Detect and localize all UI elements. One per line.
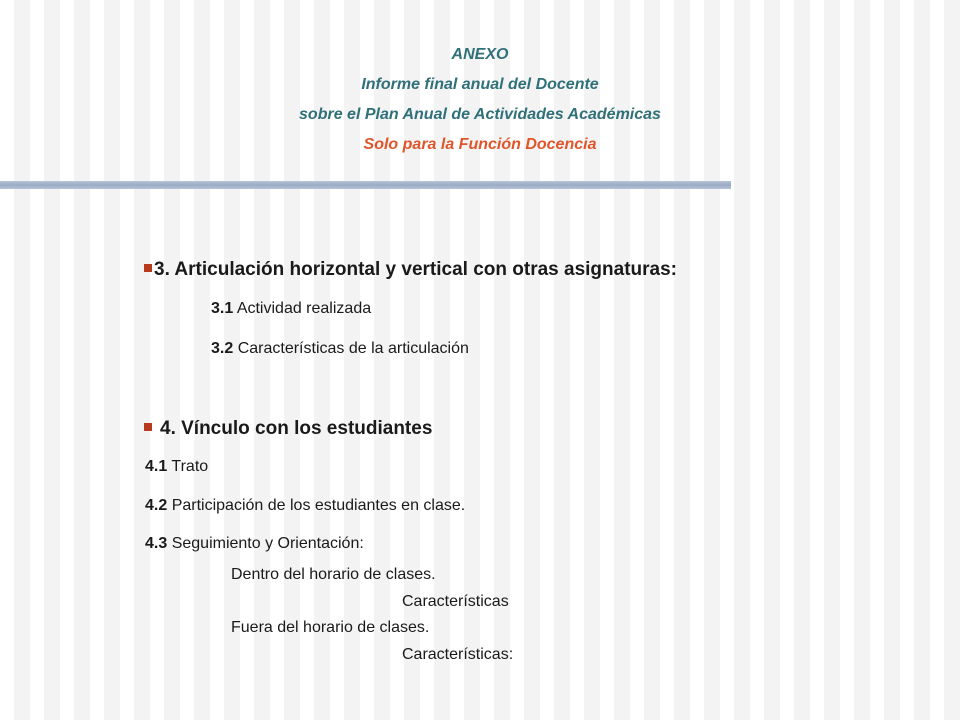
item-text: Características de la articulación — [233, 340, 469, 357]
header-function-note: Solo para la Función Docencia — [363, 136, 597, 153]
section-4-title: 4. Vínculo con los estudiantes — [160, 418, 433, 439]
item-number: 4.3 — [145, 535, 168, 552]
item-number: 4.1 — [145, 458, 168, 475]
item-number: 4.2 — [145, 497, 168, 514]
header-plan-subtitle: sobre el Plan Anual de Actividades Académicas — [299, 106, 661, 123]
item-text: Actividad realizada — [233, 300, 372, 317]
section-3-item-1 — [211, 300, 371, 318]
section-4-item-1 — [145, 458, 208, 476]
item-number: 3.2 — [211, 340, 234, 357]
section-3-title: 3. Articulación horizontal y vertical con otras asignaturas: — [154, 259, 677, 280]
outside-class-hours: Fuera del horario de clases. — [231, 619, 430, 636]
section-3-item-2 — [211, 340, 469, 358]
document-header — [0, 40, 960, 160]
header-annex: ANEXO — [451, 46, 509, 63]
outside-characteristics: Características: — [402, 646, 514, 663]
item-text: Participación de los estudiantes en clase. — [167, 497, 466, 514]
section-4-item-3 — [145, 535, 364, 553]
inside-class-hours: Dentro del horario de clases. — [231, 566, 436, 583]
square-bullet-icon — [144, 423, 152, 431]
section-3-heading — [144, 259, 677, 281]
square-bullet-icon — [144, 264, 152, 272]
header-divider — [0, 181, 731, 189]
inside-characteristics: Características — [402, 593, 509, 610]
header-report-title: Informe final anual del Docente — [361, 76, 599, 93]
item-number: 3.1 — [211, 300, 234, 317]
item-text: Trato — [167, 458, 209, 475]
section-4-item-2 — [145, 497, 465, 515]
item-text: Seguimiento y Orientación: — [167, 535, 364, 552]
section-4-heading — [144, 418, 432, 440]
